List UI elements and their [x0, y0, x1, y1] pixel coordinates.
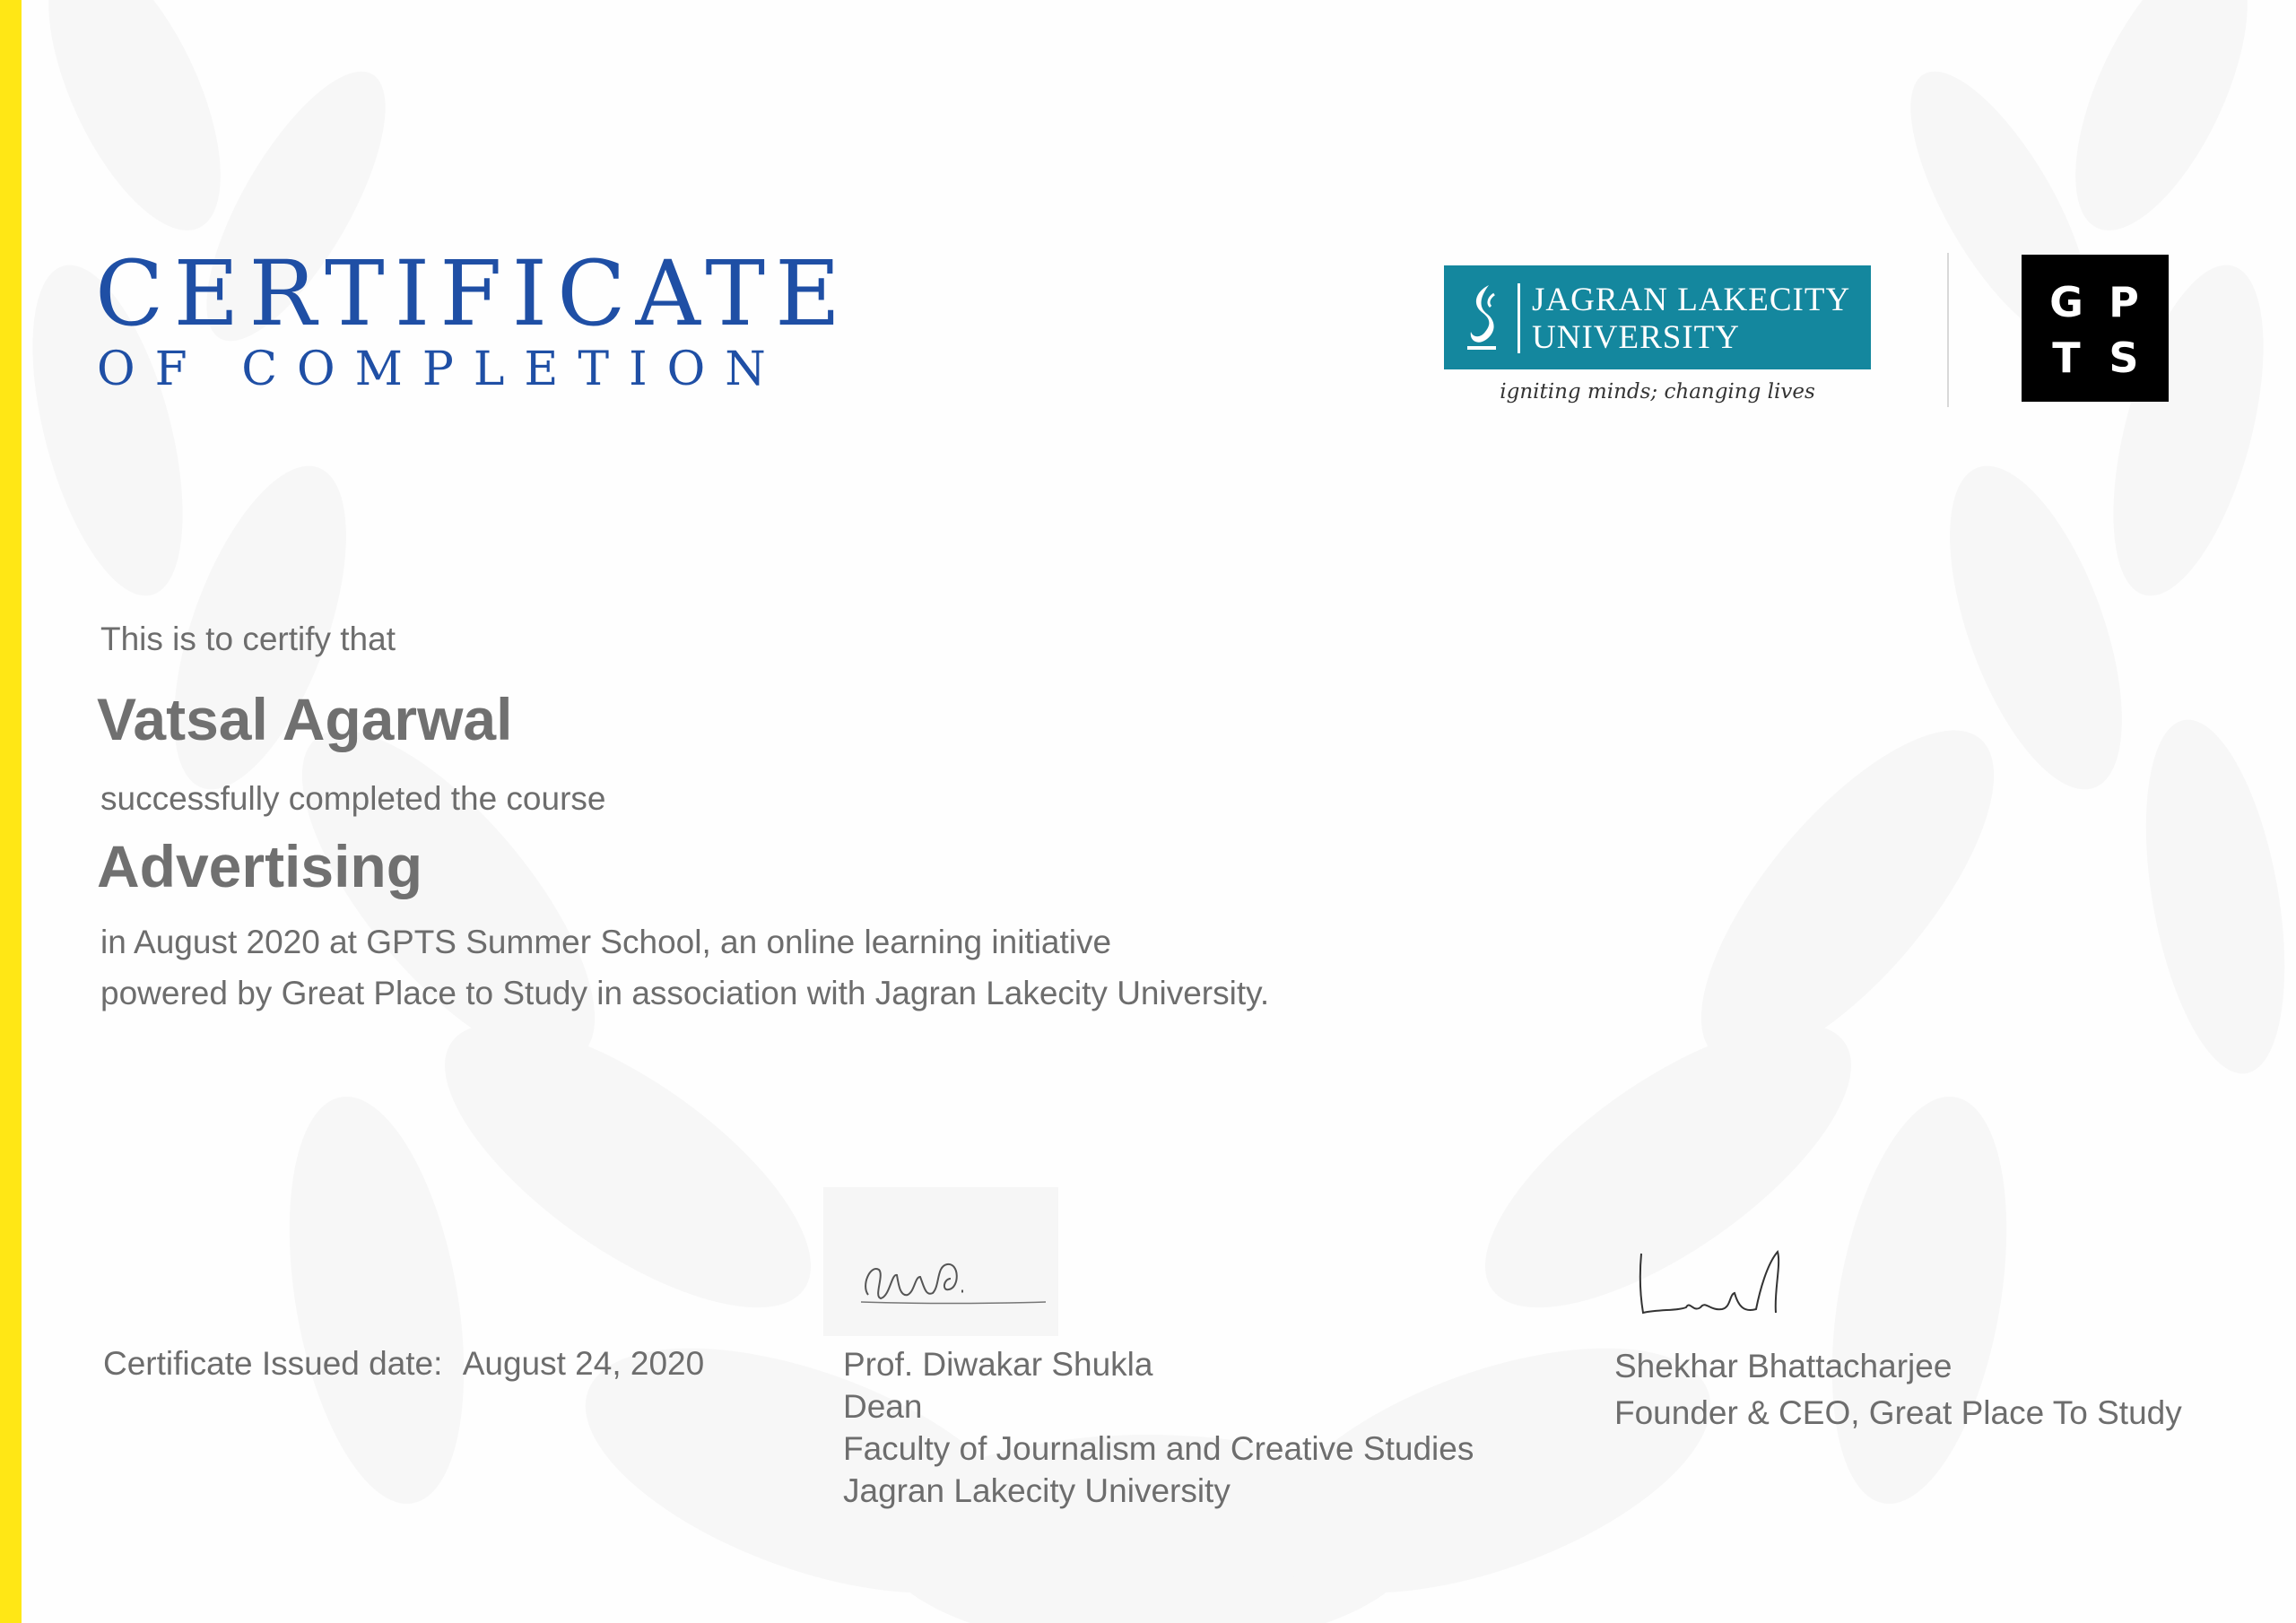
logo-divider	[1947, 253, 1949, 407]
course-name: Advertising	[97, 833, 423, 899]
gpts-letter-p: P	[2109, 278, 2139, 326]
dean-department: Faculty of Journalism and Creative Studies	[843, 1430, 1474, 1467]
dean-institution: Jagran Lakecity University	[843, 1472, 1231, 1509]
gpts-logo	[2022, 255, 2169, 402]
certificate-subtitle: OF COMPLETION	[97, 343, 786, 396]
certificate-title: CERTIFICATE	[95, 241, 851, 346]
ceo-name: Shekhar Bhattacharjee	[1614, 1348, 1952, 1384]
description-line-2: powered by Great Place to Study in association with Jagran Lakecity University.	[100, 975, 1270, 1011]
issued-date-row	[103, 1345, 704, 1383]
certify-text: This is to certify that	[100, 621, 396, 657]
jlu-name-line1: JAGRAN LAKECITY	[1532, 282, 1851, 318]
jlu-tagline: igniting minds; changing lives	[1500, 380, 1815, 404]
dean-title: Dean	[843, 1388, 923, 1425]
gpts-letter-t: T	[2052, 334, 2081, 382]
issued-date-label: Certificate Issued date:	[103, 1345, 443, 1382]
recipient-name: Vatsal Agarwal	[97, 686, 513, 752]
dean-signatory-block	[843, 1343, 1474, 1512]
jlu-logo	[1444, 265, 1871, 369]
dean-signature	[843, 1232, 1058, 1322]
jlu-divider-bar	[1518, 283, 1520, 353]
description-line-1: in August 2020 at GPTS Summer School, an online learning initiative	[100, 924, 1112, 960]
gpts-letter-g: G	[2049, 278, 2083, 326]
issued-date-value: August 24, 2020	[462, 1345, 705, 1382]
dean-name: Prof. Diwakar Shukla	[843, 1346, 1153, 1383]
jlu-name-line2: UNIVERSITY	[1532, 319, 1740, 356]
gpts-letter-s: S	[2109, 334, 2139, 382]
ceo-title: Founder & CEO, Great Place To Study	[1614, 1394, 2182, 1431]
jlu-emblem-icon	[1462, 282, 1509, 355]
ceo-signatory-block	[1614, 1343, 2182, 1436]
completed-text: successfully completed the course	[100, 780, 606, 817]
ceo-signature	[1623, 1237, 1803, 1327]
